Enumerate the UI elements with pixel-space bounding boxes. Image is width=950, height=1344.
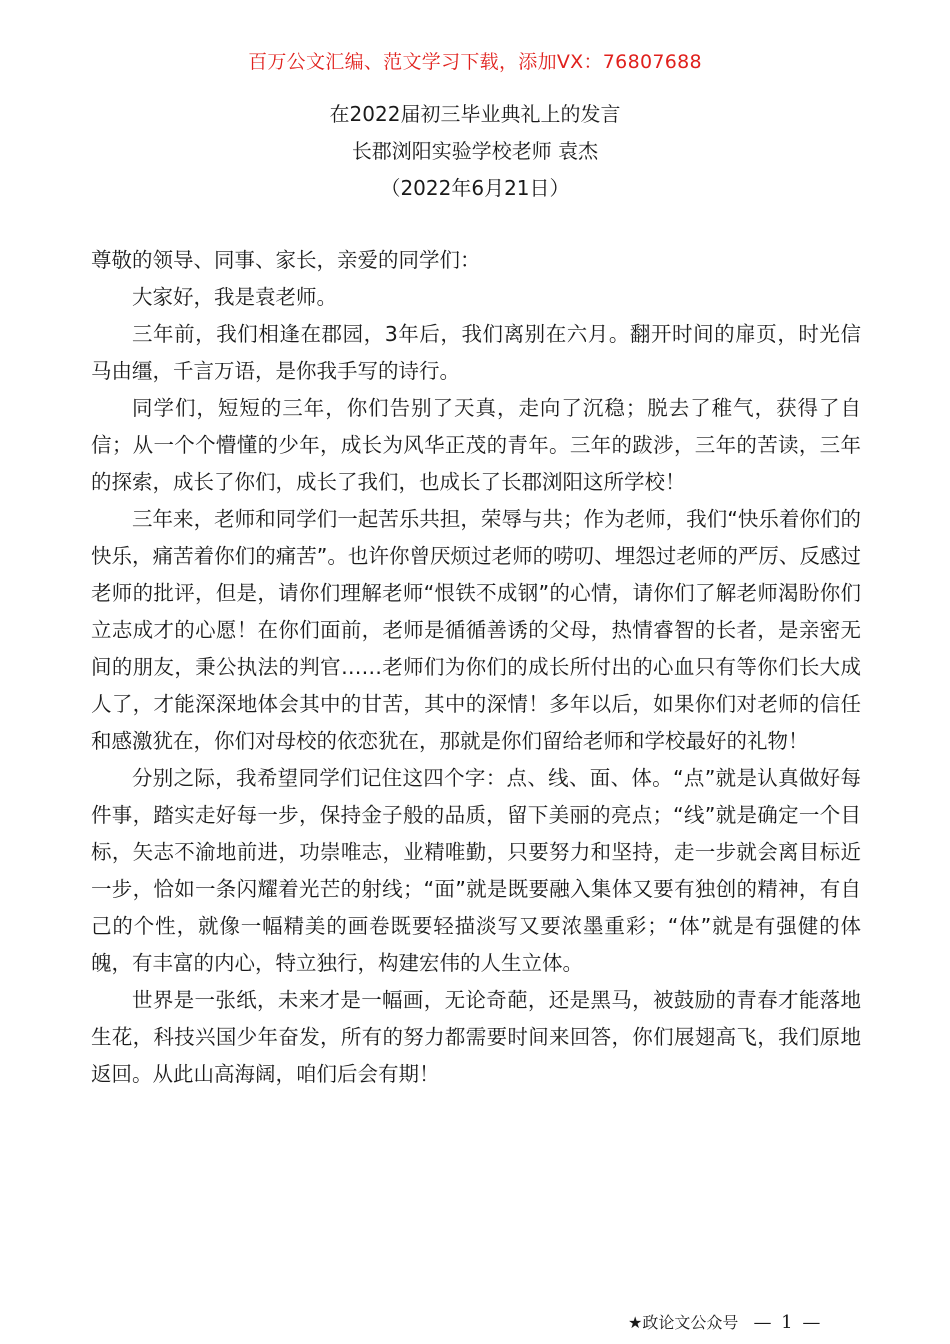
page-number: — 1 —	[753, 1312, 823, 1333]
paragraph-three-years-ago: 三年前，我们相逢在郡园，3年后，我们离别在六月。翻开时间的扉页，时光信马由缰，千言万语，是你我手写的诗行。	[91, 322, 861, 383]
title-block	[0, 96, 950, 207]
footer-source: ★政论文公众号	[628, 1313, 739, 1332]
paragraph-growth: 同学们，短短的三年，你们告别了天真，走向了沉稳；脱去了稚气，获得了自信；从一个个懵懂的少年，成长为风华正茂的青年。三年的跋涉，三年的苦读，三年的探索，成长了你们，成长了我们，也成长了长郡浏阳这所学校！	[91, 396, 861, 494]
promo-banner: 百万公文汇编、范文学习下载，添加VX：76807688	[248, 51, 702, 73]
paragraph-teachers: 三年来，老师和同学们一起苦乐共担，荣辱与共；作为老师，我们“快乐着你们的快乐，痛苦着你们的痛苦”。也许你曾厌烦过老师的唠叨、埋怨过老师的严厉、反感过老师的批评，但是，请你们理解老师“恨铁不成钢”的心情，请你们了解老师渴盼你们立志成才的心愿！在你们面前，老师是循循善诱的父母，热情睿智的长者，是亲密无间的朋友，秉公执法的判官……老师们为你们的成长所付出的心血只有等你们长大成人了，才能深深地体会其中的甘苦，其中的深情！多年以后，如果你们对老师的信任和感激犹在，你们对母校的依恋犹在，那就是你们留给老师和学校最好的礼物！	[91, 507, 861, 753]
speech-date: （2022年6月21日）	[380, 176, 570, 200]
salutation: 尊敬的领导、同事、家长，亲爱的同学们：	[91, 248, 481, 272]
paragraph-farewell: 世界是一张纸，未来才是一幅画，无论奇葩，还是黑马，被鼓励的青春才能落地生花，科技兴国少年奋发，所有的努力都需要时间来回答，你们展翅高飞，我们原地返回。从此山高海阔，咱们后会有期！	[91, 988, 861, 1086]
page-footer	[628, 1310, 822, 1333]
speech-title: 在2022届初三毕业典礼上的发言	[329, 102, 621, 126]
speech-body	[91, 242, 861, 1093]
speaker-line: 长郡浏阳实验学校老师 袁杰	[351, 139, 599, 163]
paragraph-greeting: 大家好，我是袁老师。	[132, 285, 337, 309]
paragraph-point-line-plane-body: 分别之际，我希望同学们记住这四个字：点、线、面、体。“点”就是认真做好每件事，踏实走好每一步，保持金子般的品质，留下美丽的亮点；“线”就是确定一个目标，矢志不渝地前进，功崇唯志，业精唯勤，只要努力和坚持，走一步就会离目标近一步，恰如一条闪耀着光芒的射线；“面”就是既要融入集体又要有独创的精神，有自己的个性，就像一幅精美的画卷既要轻描淡写又要浓墨重彩；“体”就是有强健的体魄，有丰富的内心，特立独行，构建宏伟的人生立体。	[91, 766, 861, 975]
